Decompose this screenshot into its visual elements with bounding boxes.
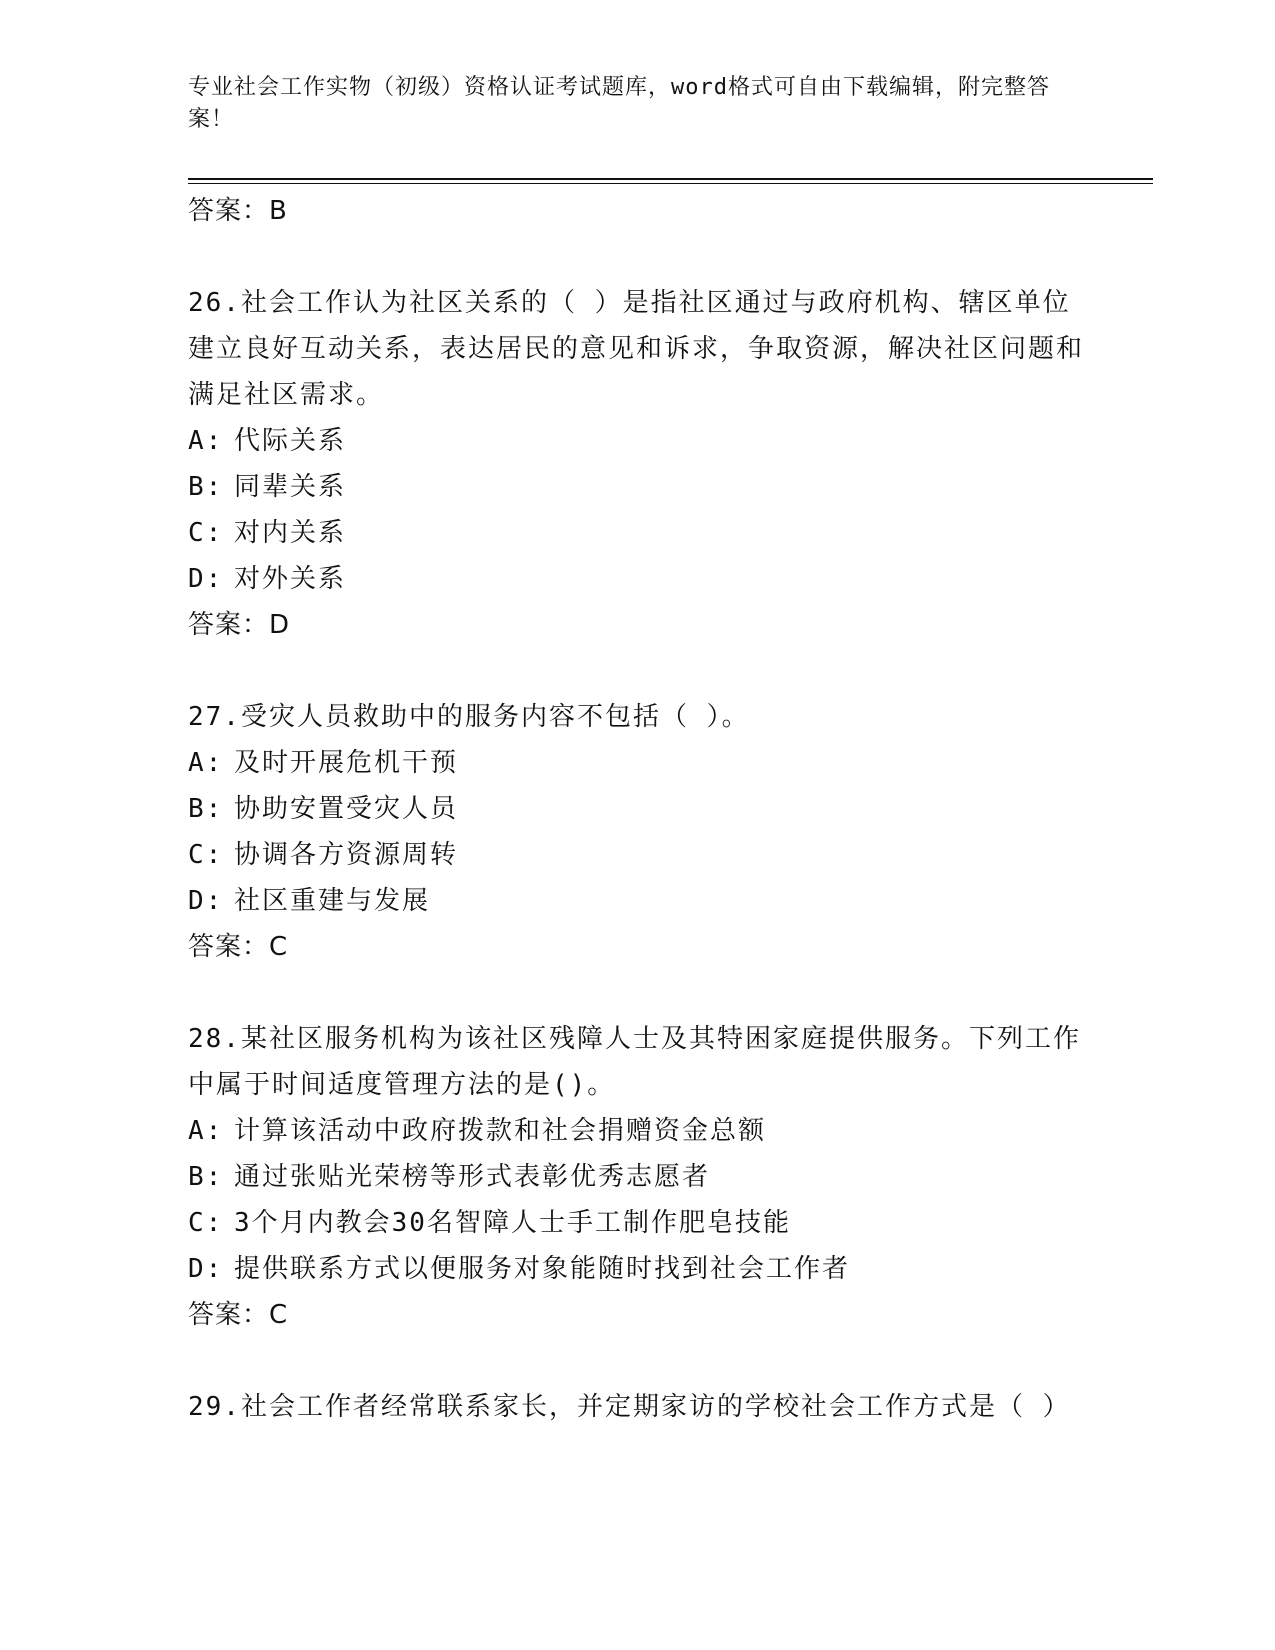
question-stem: 27.受灾人员救助中的服务内容不包括（ ）。 xyxy=(188,702,750,732)
header-rule-thin xyxy=(188,183,1153,184)
question-stem: 29.社会工作者经常联系家长，并定期家访的学校社会工作方式是（ ） xyxy=(188,1392,1071,1422)
option-d: D: 对外关系 xyxy=(188,564,347,594)
option-c: C: 协调各方资源周转 xyxy=(188,840,459,870)
option-b: B: 同辈关系 xyxy=(188,472,347,502)
page-header: 专业社会工作实物（初级）资格认证考试题库，word格式可自由下载编辑，附完整答案！ xyxy=(188,75,1050,132)
option-c: C: 对内关系 xyxy=(188,518,347,548)
option-b: B: 通过张贴光荣榜等形式表彰优秀志愿者 xyxy=(188,1162,711,1192)
answer-line: 答案：D xyxy=(188,610,291,640)
question-27 xyxy=(188,694,1088,970)
question-26 xyxy=(188,280,1088,648)
question-list xyxy=(188,188,1088,1430)
option-a: A: 代际关系 xyxy=(188,426,347,456)
option-a: A: 计算该活动中政府拨款和社会捐赠资金总额 xyxy=(188,1116,767,1146)
option-d: D: 社区重建与发展 xyxy=(188,886,431,916)
answer-line: 答案：C xyxy=(188,1300,289,1330)
question-stem: 26.社会工作认为社区关系的（ ）是指社区通过与政府机构、辖区单位建立良好互动关系，表达居民的意见和诉求，争取资源，解决社区问题和满足社区需求。 xyxy=(188,288,1085,410)
option-d: D: 提供联系方式以便服务对象能随时找到社会工作者 xyxy=(188,1254,851,1284)
answer-line: 答案：B xyxy=(188,196,288,226)
answer-line: 答案：C xyxy=(188,932,289,962)
question-29 xyxy=(188,1384,1088,1430)
header-rule xyxy=(188,178,1153,180)
option-b: B: 协助安置受灾人员 xyxy=(188,794,459,824)
question-stem: 28.某社区服务机构为该社区残障人士及其特困家庭提供服务。下列工作中属于时间适度管理方法的是()。 xyxy=(188,1024,1081,1100)
option-c: C: 3个月内教会30名智障人士手工制作肥皂技能 xyxy=(188,1208,791,1238)
option-a: A: 及时开展危机干预 xyxy=(188,748,459,778)
question-28 xyxy=(188,1016,1088,1338)
